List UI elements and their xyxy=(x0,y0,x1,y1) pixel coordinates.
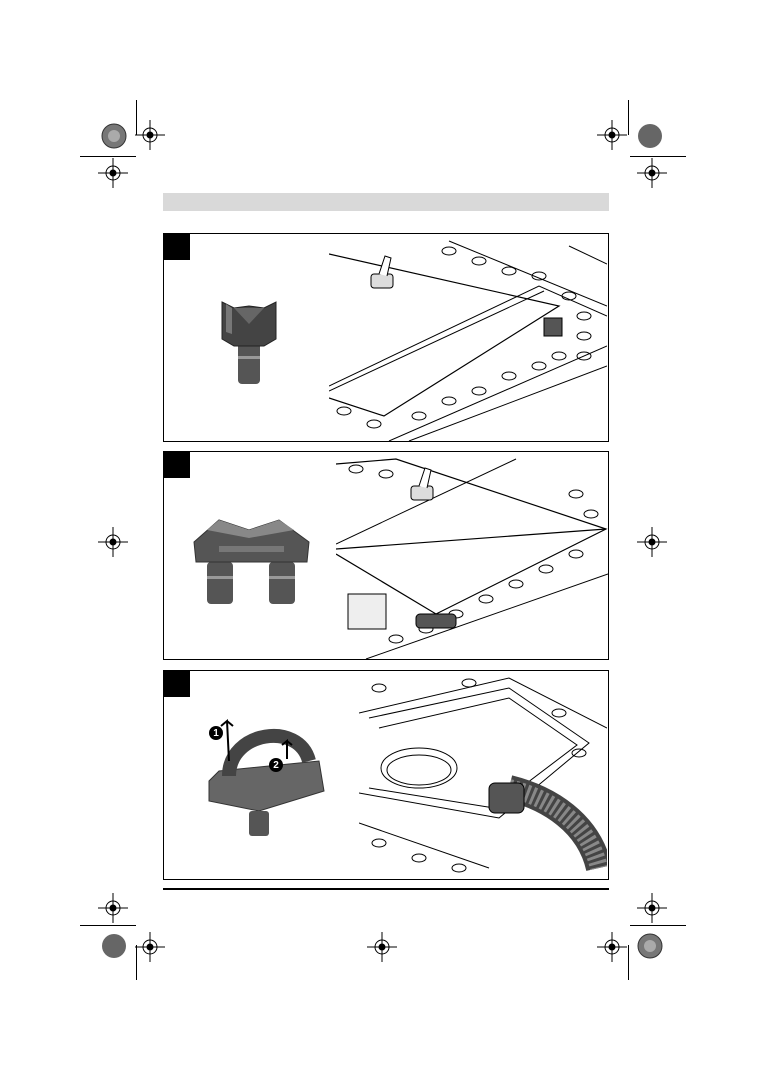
panel-number xyxy=(164,671,190,697)
color-target-icon xyxy=(637,933,663,959)
figure-panel-3 xyxy=(163,670,609,880)
hose-clamp-part xyxy=(199,701,329,841)
crop-line xyxy=(136,945,137,980)
registration-mark-icon xyxy=(98,158,128,188)
table-illustration-3 xyxy=(359,673,607,878)
figure-panel-1 xyxy=(163,233,609,442)
step-2-label: 2 xyxy=(273,759,279,771)
registration-mark-icon xyxy=(98,893,128,923)
crop-line xyxy=(630,156,686,157)
crop-line xyxy=(630,925,686,926)
registration-mark-icon xyxy=(637,893,667,923)
registration-mark-icon xyxy=(367,932,397,962)
step-1-marker xyxy=(209,726,223,740)
double-pin-part xyxy=(189,512,314,607)
crop-line xyxy=(628,945,629,980)
crop-line xyxy=(628,100,629,135)
panel-number xyxy=(164,452,190,478)
registration-mark-icon xyxy=(597,932,627,962)
registration-mark-icon xyxy=(135,932,165,962)
footer-rule xyxy=(163,888,609,890)
registration-mark-icon xyxy=(637,527,667,557)
step-2-marker xyxy=(269,758,283,772)
color-target-icon xyxy=(637,123,663,149)
step-1-label: 1 xyxy=(213,727,219,739)
header-bar xyxy=(163,193,609,211)
color-target-icon xyxy=(101,933,127,959)
color-target-icon xyxy=(101,123,127,149)
registration-mark-icon xyxy=(597,120,627,150)
crop-line xyxy=(80,925,136,926)
figure-panel-2 xyxy=(163,451,609,660)
crop-line xyxy=(80,156,136,157)
registration-mark-icon xyxy=(98,527,128,557)
registration-mark-icon xyxy=(135,120,165,150)
registration-mark-icon xyxy=(637,158,667,188)
table-illustration-2 xyxy=(336,454,608,659)
single-pin-part xyxy=(214,294,284,389)
crop-line xyxy=(136,100,137,135)
panel-number xyxy=(164,234,190,260)
table-illustration-1 xyxy=(329,236,607,441)
